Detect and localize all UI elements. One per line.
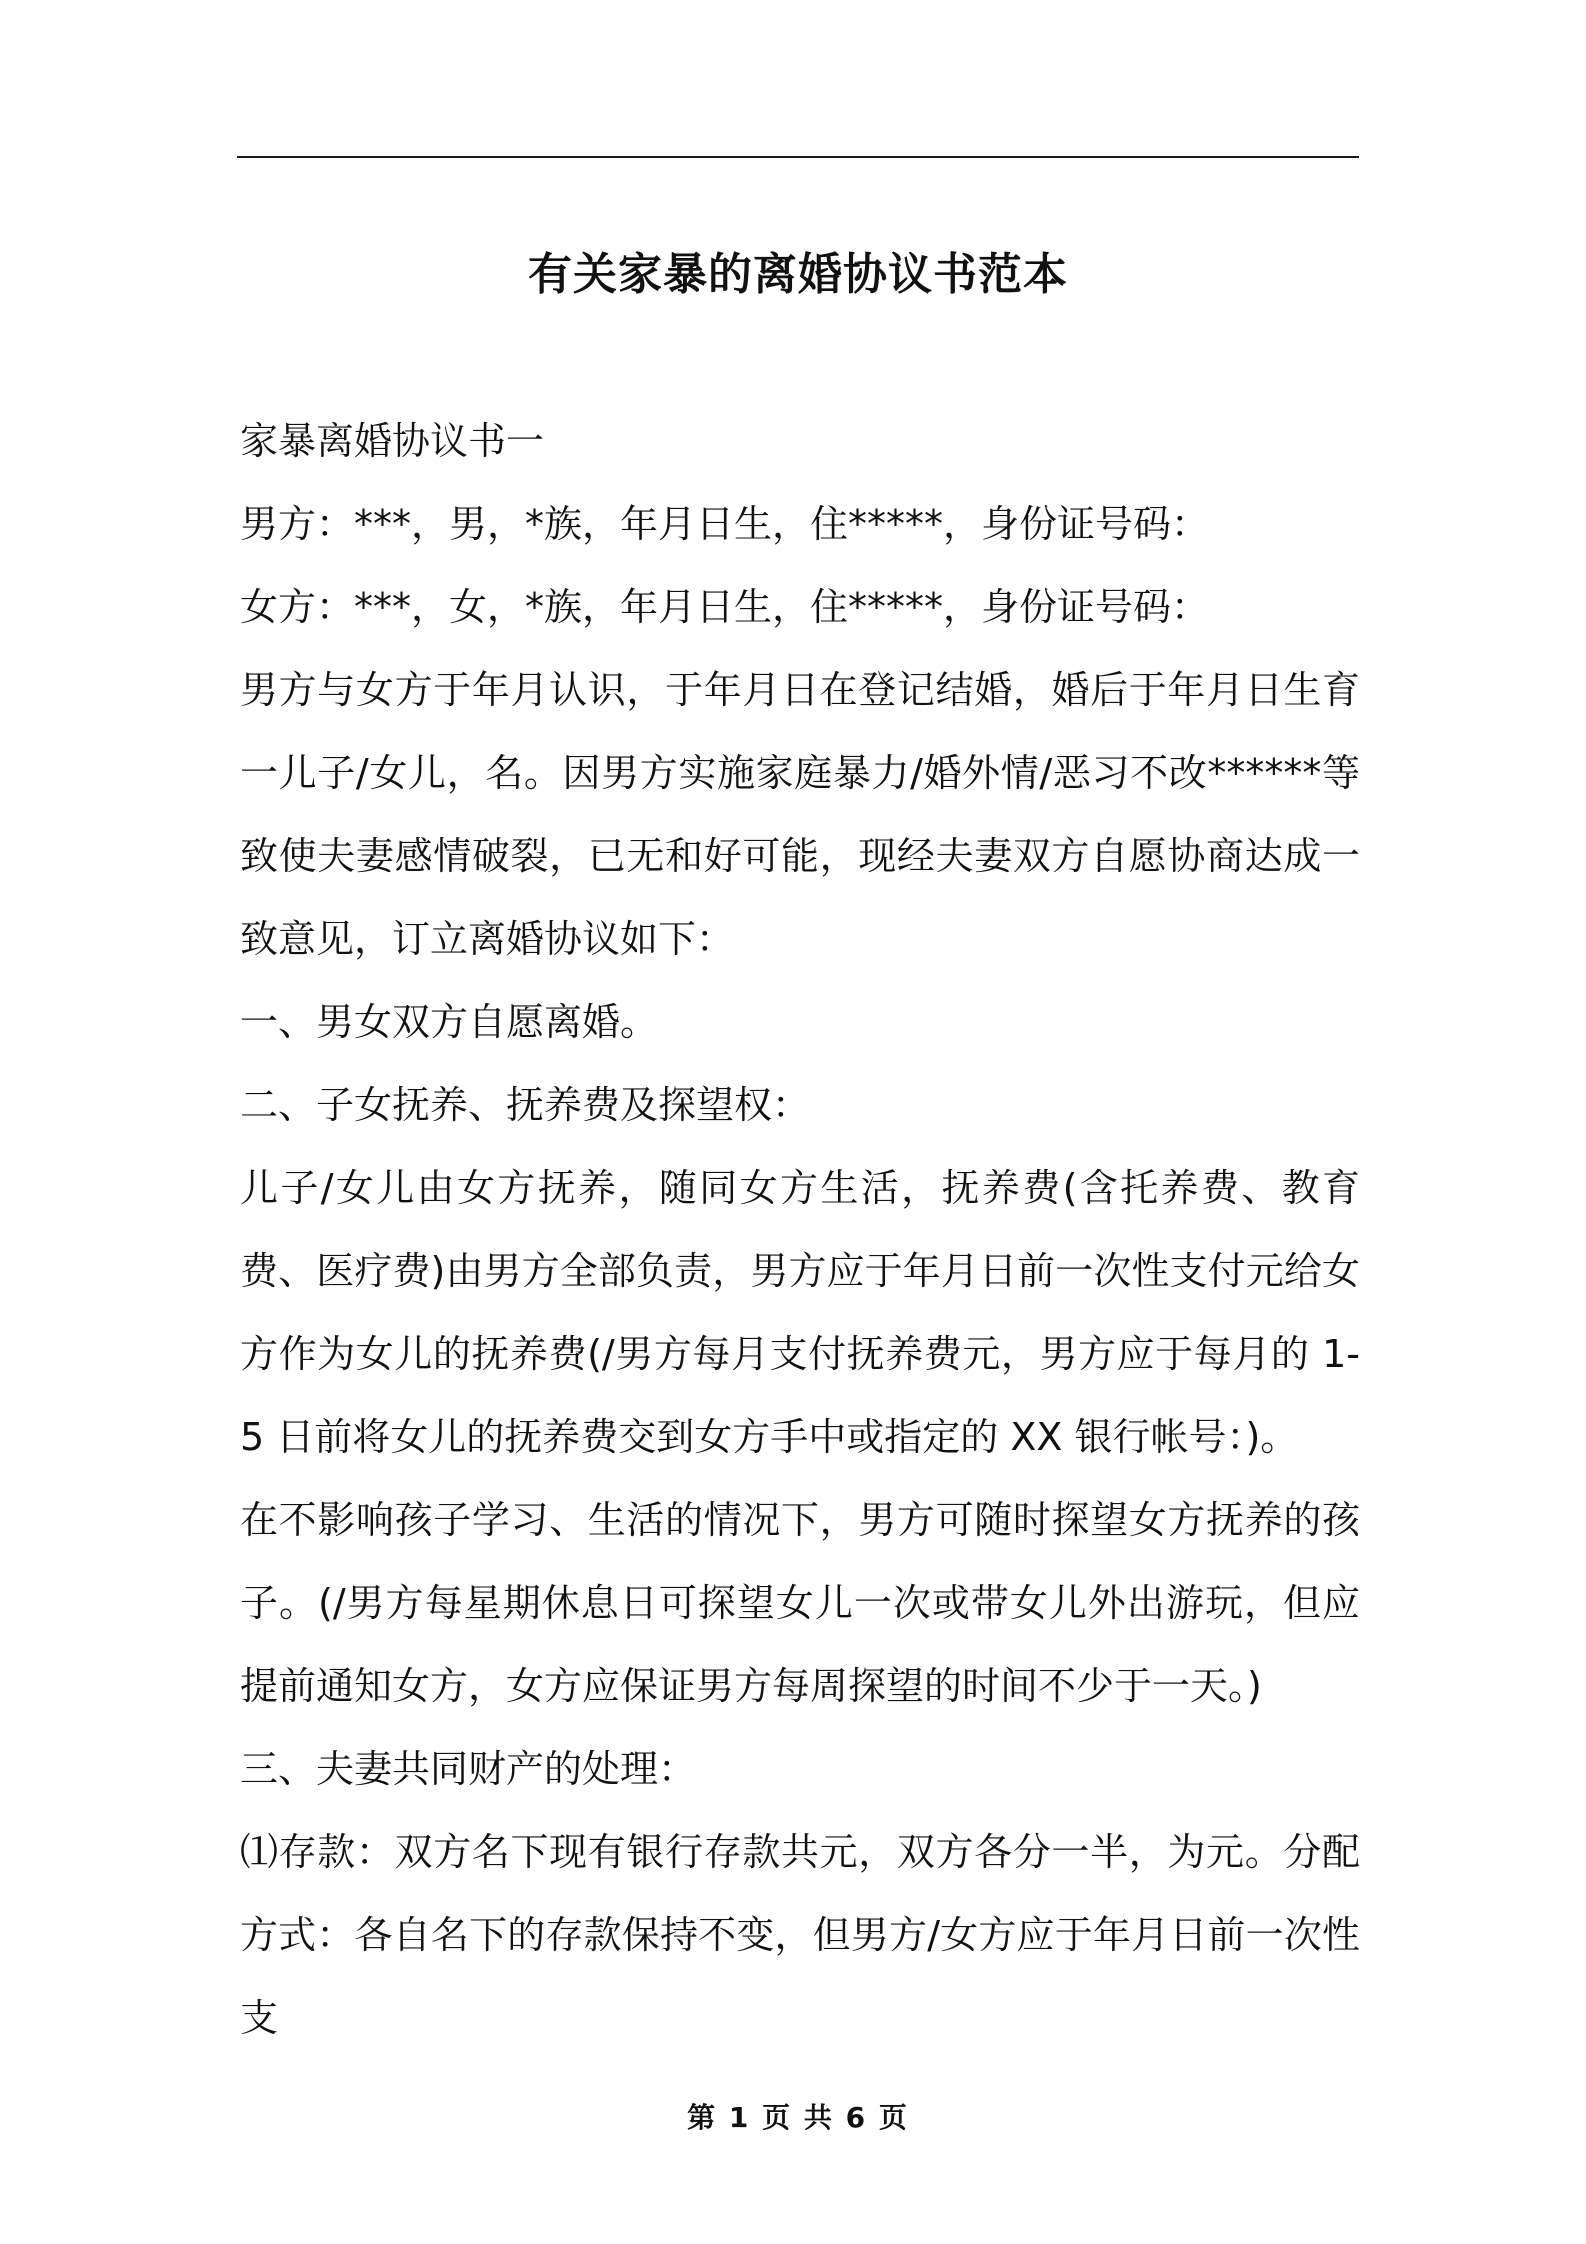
paragraph-background: 男方与女方于年月认识，于年月日在登记结婚，婚后于年月日生育一儿子/女儿，名。因男方实施家庭暴力/婚外情/恶习不改******等致使夫妻感情破裂，已无和好可能，现经夫妻双方自愿协商达成一致意见，订立离婚协议如下： [240, 668, 1360, 961]
paragraph-heading: 家暴离婚协议书一 [240, 419, 545, 463]
paragraph-clause-3: 三、夫妻共同财产的处理： [240, 1747, 697, 1791]
paragraph-clause-1: 一、男女双方自愿离婚。 [240, 1000, 659, 1044]
paragraph-visitation: 在不影响孩子学习、生活的情况下，男方可随时探望女方抚养的孩子。(/男方每星期休息日可探望女儿一次或带女儿外出游玩，但应提前通知女方，女方应保证男方每周探望的时间不少于一天。) [240, 1498, 1360, 1708]
paragraph-clause-2: 二、子女抚养、抚养费及探望权： [240, 1083, 811, 1127]
paragraph-savings: ⑴存款：双方名下现有银行存款共元，双方各分一半，为元。分配方式：各自名下的存款保持不变，但男方/女方应于年月日前一次性支 [240, 1830, 1360, 2040]
paragraph-husband-info: 男方：***，男，*族，年月日生，住*****，身份证号码： [240, 502, 1210, 546]
paragraph-wife-info: 女方：***，女，*族，年月日生，住*****，身份证号码： [240, 585, 1210, 629]
paragraph-custody: 儿子/女儿由女方抚养，随同女方生活，抚养费(含托养费、教育费、医疗费)由男方全部负责，男方应于年月日前一次性支付元给女方作为女儿的抚养费(/男方每月支付抚养费元，男方应于每月的 1-5 日前将女儿的抚养费交到女方手中或指定的 XX 银行帐号：)。 [240, 1166, 1360, 1459]
header-rule [237, 156, 1359, 158]
document-title: 有关家暴的离婚协议书范本 [528, 249, 1068, 301]
document-body [240, 400, 1360, 2060]
page-number: 第 1 页 共 6 页 [687, 2101, 909, 2134]
